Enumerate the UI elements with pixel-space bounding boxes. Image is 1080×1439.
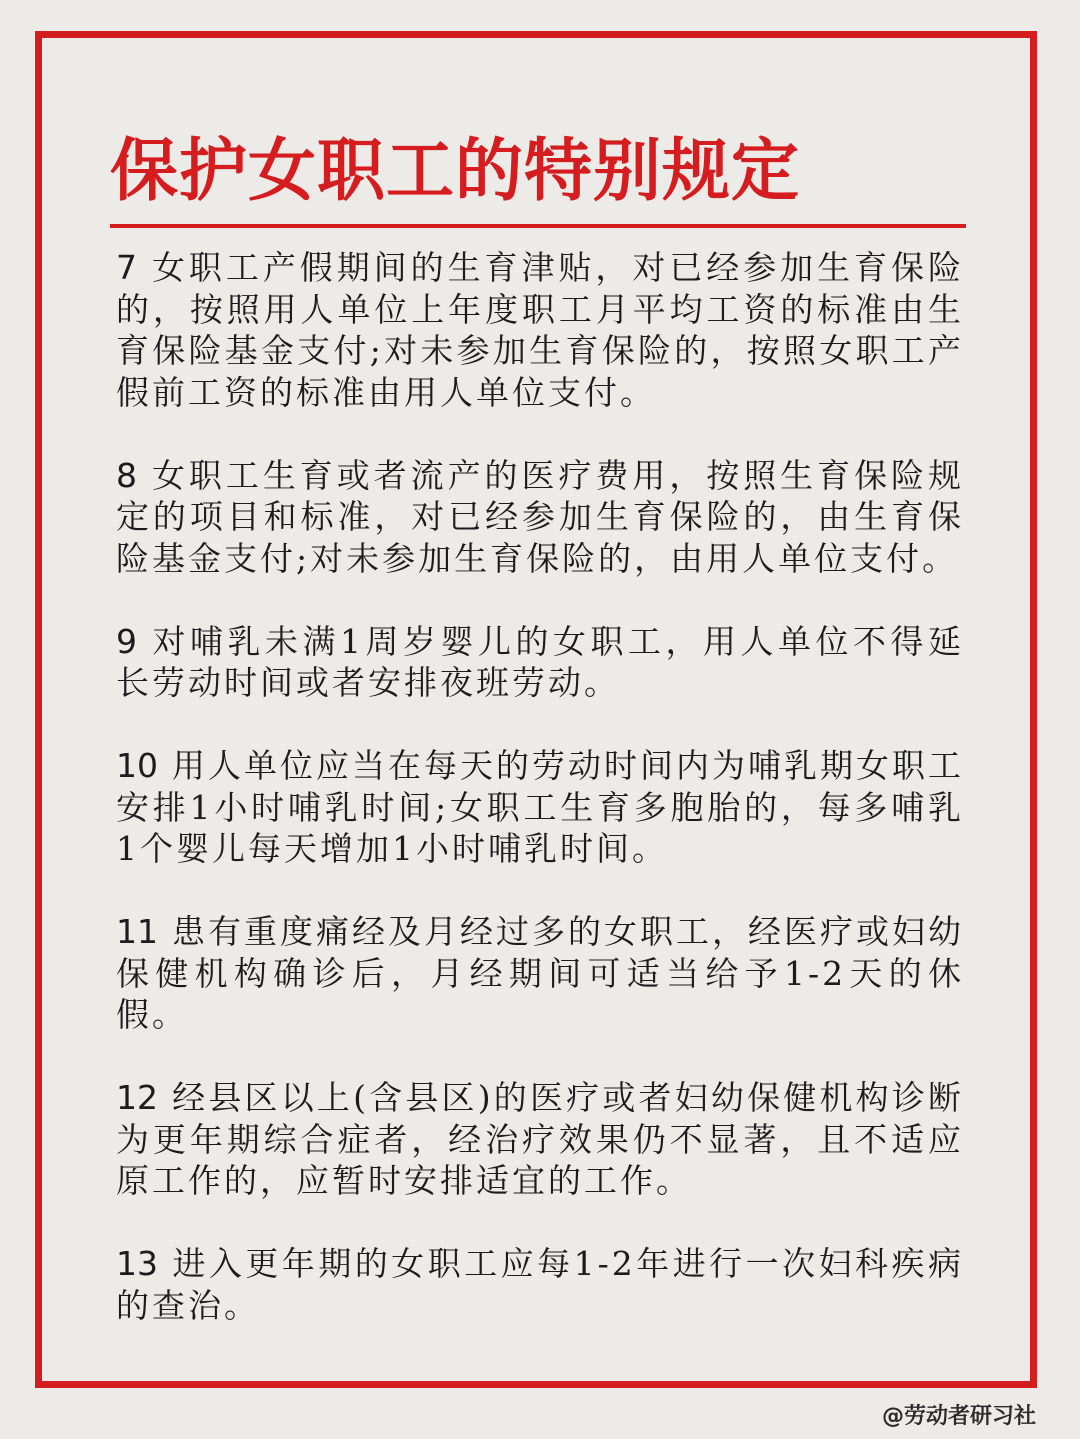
provision-number: 13 [116,1244,158,1283]
provision-item [116,1243,964,1326]
provision-number: 7 [116,248,137,287]
provision-item [116,455,964,580]
title-divider [110,224,966,228]
provision-text: 女职工产假期间的生育津贴，对已经参加生育保险的，按照用人单位上年度职工月平均工资的标准由生育保险基金支付;对未参加生育保险的，按照女职工产假前工资的标准由用人单位支付。 [116,248,964,412]
provision-number: 8 [116,455,137,495]
provision-text: 经县区以上(含县区)的医疗或者妇幼保健机构诊断为更年期综合症者，经治疗效果仍不显著，且不适应原工作的，应暂时安排适宜的工作。 [116,1078,964,1200]
provision-text: 女职工生育或者流产的医疗费用，按照生育保险规定的项目和标准，对已经参加生育保险的，由生育保险基金支付;对未参加生育保险的，由用人单位支付。 [116,455,964,578]
provision-number: 9 [116,621,137,661]
provision-item [116,621,964,704]
page-title: 保护女职工的特别规定 [110,132,801,211]
provision-item [116,911,964,1036]
provision-text: 进入更年期的女职工应每1-2年进行一次妇科疾病的查治。 [116,1244,964,1325]
provision-item [116,745,964,870]
author-watermark: @劳动者研习社 [881,1404,1036,1429]
provision-text: 用人单位应当在每天的劳动时间内为哺乳期女职工安排1小时哺乳时间;女职工生育多胞胎的，每多哺乳1个婴儿每天增加1小时哺乳时间。 [116,746,964,868]
provision-item [116,247,964,413]
provision-item [116,1077,964,1202]
provision-number: 10 [116,746,158,785]
provision-text: 对哺乳未满1周岁婴儿的女职工，用人单位不得延长劳动时间或者安排夜班劳动。 [116,621,964,702]
provision-number: 12 [116,1078,158,1117]
provisions-list [116,247,964,1368]
provision-text: 患有重度痛经及月经过多的女职工，经医疗或妇幼保健机构确诊后，月经期间可适当给予1-2天的休假。 [116,912,964,1034]
provision-number: 11 [116,912,158,951]
